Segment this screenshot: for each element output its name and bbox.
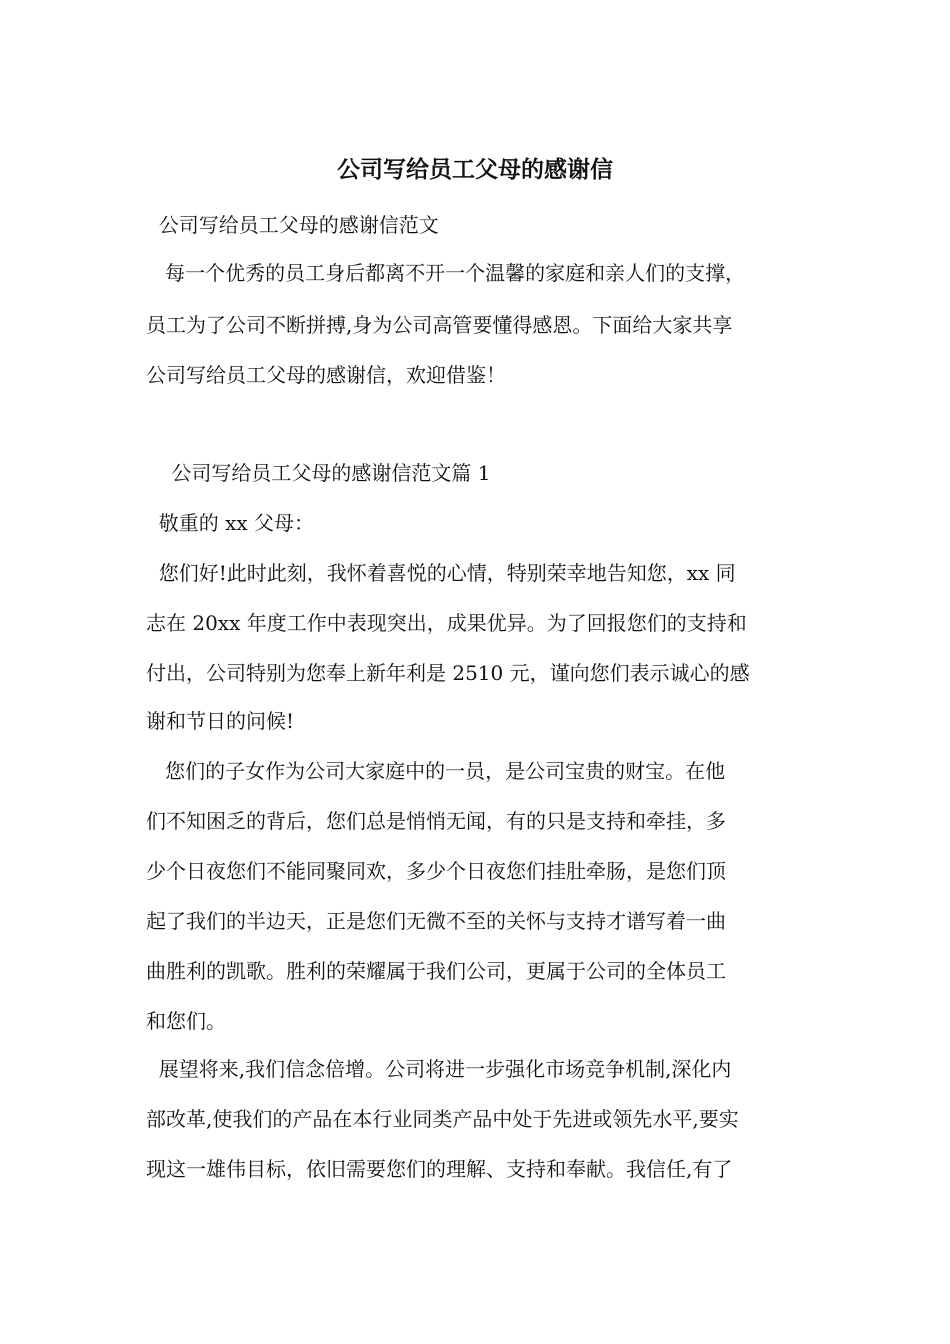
document-title: 公司写给员工父母的感谢信	[337, 156, 613, 183]
paragraph-line: 和您们。	[146, 1009, 226, 1033]
paragraph-line: 现这一雄伟目标，依旧需要您们的理解、支持和奉献。我信任,有了	[146, 1157, 733, 1181]
paragraph-line: 您们好!此时此刻，我怀着喜悦的心情，特别荣幸地告知您，xx 同	[146, 561, 736, 585]
paragraph-line: 少个日夜您们不能同聚同欢，多少个日夜您们挂肚牵肠，是您们顶	[146, 859, 726, 883]
paragraph-line: 公司写给员工父母的感谢信，欢迎借鉴！	[146, 363, 506, 387]
paragraph-line: 们不知困乏的背后，您们总是悄悄无闻，有的只是支持和牵挂，多	[146, 809, 726, 833]
paragraph-line: 部改革,使我们的产品在本行业同类产品中处于先进或领先水平,要实	[146, 1107, 739, 1131]
paragraph-line: 展望将来,我们信念倍增。公司将进一步强化市场竞争机制,深化内	[146, 1057, 732, 1081]
paragraph-line: 员工为了公司不断拼搏,身为公司高管要懂得感恩。下面给大家共享	[146, 313, 733, 337]
paragraph-line: 谢和节日的问候!	[146, 709, 295, 733]
section-heading: 公司写给员工父母的感谢信范文篇 1	[146, 461, 491, 485]
paragraph-line: 付出，公司特别为您奉上新年利是 2510 元，谨向您们表示诚心的感	[146, 661, 750, 685]
subtitle-line: 公司写给员工父母的感谢信范文	[146, 213, 439, 237]
paragraph-line: 每一个优秀的员工身后都离不开一个温馨的家庭和亲人们的支撑，	[146, 261, 746, 285]
paragraph-line: 曲胜利的凯歌。胜利的荣耀属于我们公司，更属于公司的全体员工	[146, 959, 726, 983]
paragraph-line: 志在 20xx 年度工作中表现突出，成果优异。为了回报您们的支持和	[146, 611, 747, 635]
salutation-line: 敬重的 xx 父母：	[146, 511, 314, 535]
paragraph-line: 您们的子女作为公司大家庭中的一员，是公司宝贵的财宝。在他	[146, 759, 726, 783]
paragraph-line: 起了我们的半边天，正是您们无微不至的关怀与支持才谱写着一曲	[146, 909, 726, 933]
